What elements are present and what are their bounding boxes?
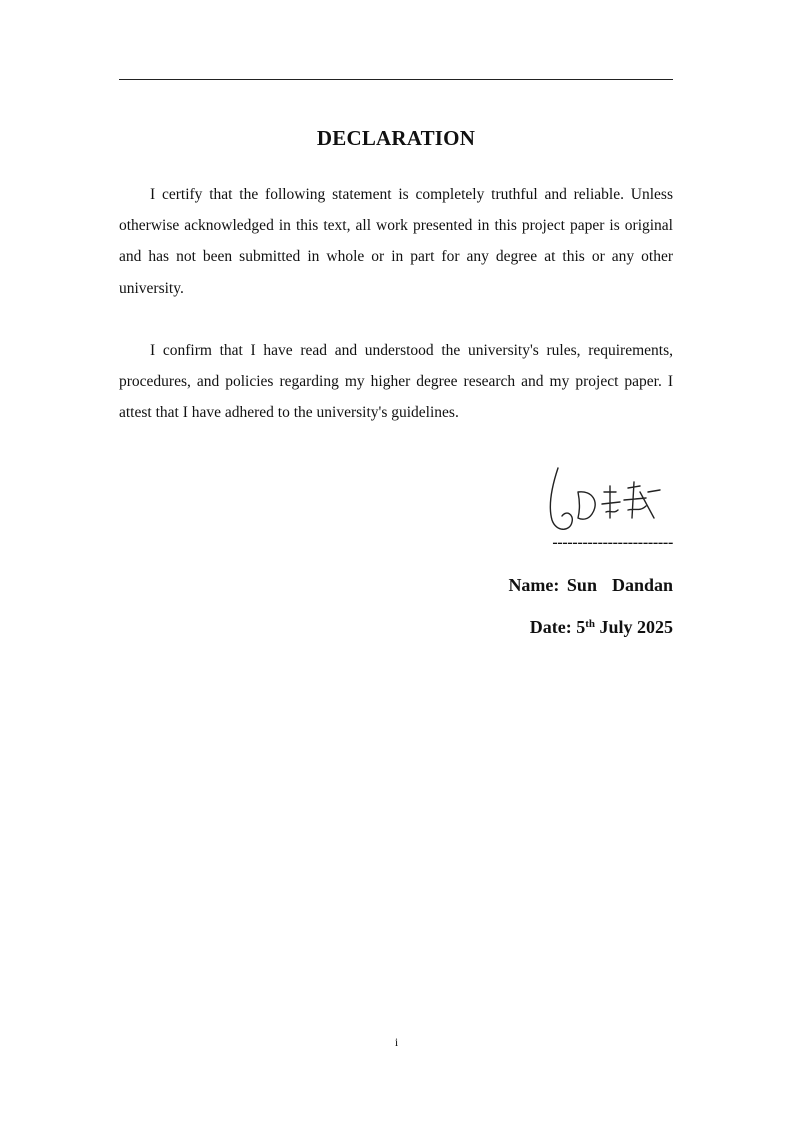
name-value: Sun Dandan	[566, 575, 673, 595]
signature-line: ------------------------	[552, 534, 673, 551]
signature-icon	[540, 462, 670, 542]
name-line	[508, 573, 673, 597]
name-label: Name:	[508, 575, 560, 595]
date-day: 5	[576, 617, 586, 637]
declaration-paragraph-2: I confirm that I have read and understood the university's rules, requirements, procedures, and policies regarding my higher degree research and my project paper. I attest that I have adhered to the university's guidelines.	[119, 342, 673, 422]
page-title: DECLARATION	[316, 126, 476, 150]
date-suffix: th	[585, 618, 595, 630]
header-rule	[119, 79, 673, 80]
date-rest: July 2025	[599, 617, 673, 637]
date-label: Date:	[529, 617, 572, 637]
date-line	[530, 615, 673, 639]
declaration-paragraph-1: I certify that the following statement is completely truthful and reliable. Unless otherwise acknowledged in this text, all work presented in this project paper is original and has not been submitted in whole or in part for any degree at this or any other university.	[119, 186, 673, 297]
page-number: i	[394, 1035, 399, 1049]
